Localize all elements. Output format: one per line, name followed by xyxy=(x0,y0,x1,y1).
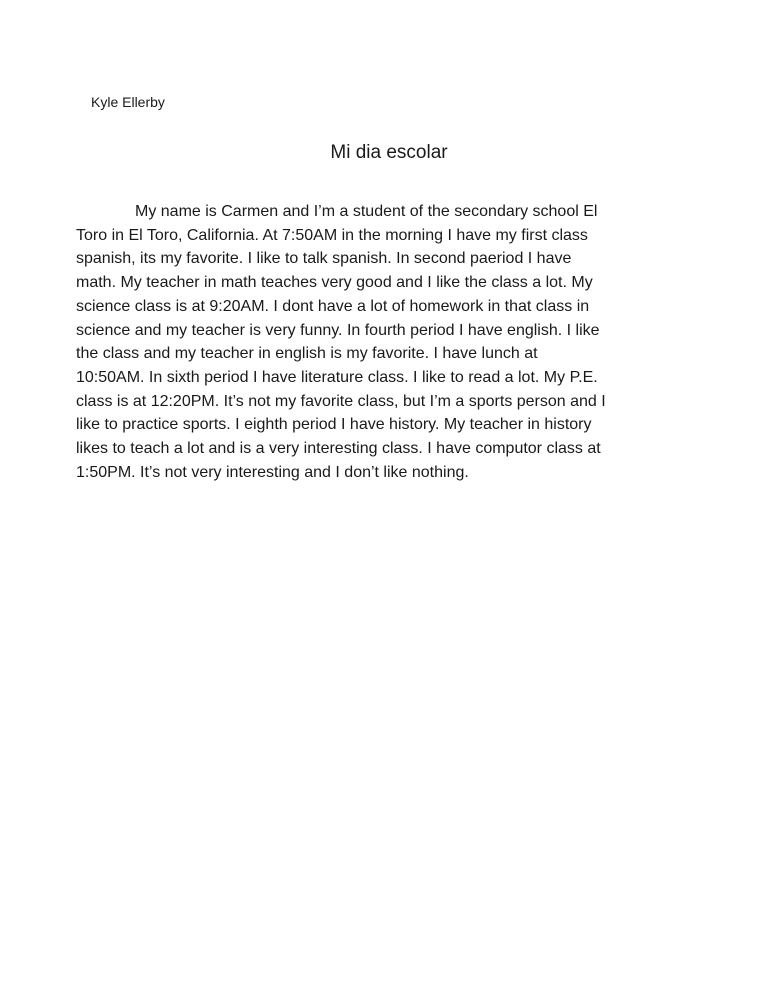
paragraph-line: the class and my teacher in english is my favorite. I have lunch at xyxy=(76,345,538,363)
paragraph-line: 1:50PM. It’s not very interesting and I don’t like nothing. xyxy=(76,463,469,481)
paragraph-line: likes to teach a lot and is a very interesting class. I have computor class at xyxy=(76,440,601,458)
paragraph-line: math. My teacher in math teaches very good and I like the class a lot. My xyxy=(76,274,593,292)
paragraph-line: science and my teacher is very funny. In fourth period I have english. I like xyxy=(76,321,600,339)
paragraph-line: like to practice sports. I eighth period I have history. My teacher in history xyxy=(76,416,592,434)
document-title xyxy=(0,140,768,166)
author-name: Kyle Ellerby xyxy=(91,94,165,110)
paragraph-line: My name is Carmen and I’m a student of the secondary school El xyxy=(135,203,598,220)
paragraph-line: class is at 12:20PM. It’s not my favorite class, but I’m a sports person and I xyxy=(76,392,606,410)
paragraph-line: Toro in El Toro, California. At 7:50AM in the morning I have my first class xyxy=(76,226,588,244)
paragraph-line: 10:50AM. In sixth period I have literature class. I like to read a lot. My P.E. xyxy=(76,368,598,386)
paragraph-line: spanish, its my favorite. I like to talk spanish. In second paeriod I have xyxy=(76,250,572,268)
paragraph-line: science class is at 9:20AM. I dont have a lot of homework in that class in xyxy=(76,297,590,315)
essay-paragraph xyxy=(76,200,696,484)
document-title-text: Mi dia escolar xyxy=(330,142,448,163)
